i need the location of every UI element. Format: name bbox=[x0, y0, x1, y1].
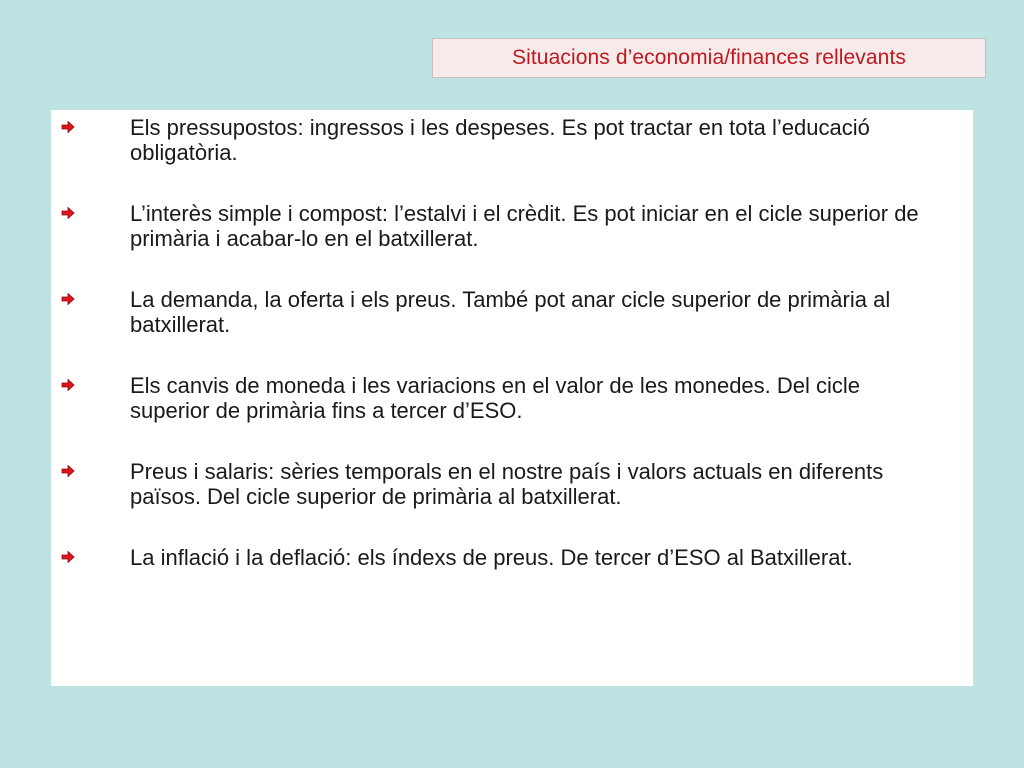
red-arrow-icon bbox=[61, 464, 75, 478]
slide-title: Situacions d’economia/finances rellevants bbox=[512, 46, 906, 69]
bullet-text: La inflació i la deflació: els índexs de preus. De tercer d’ESO al Batxillerat. bbox=[130, 545, 853, 570]
red-arrow-icon bbox=[61, 206, 75, 220]
red-arrow-icon bbox=[61, 292, 75, 306]
slide-title-box bbox=[432, 38, 986, 78]
content-panel bbox=[51, 110, 973, 686]
bullet-text: La demanda, la oferta i els preus. També pot anar cicle superior de primària al batxillerat. bbox=[130, 287, 891, 337]
bullet-text: Preus i salaris: sèries temporals en el nostre país i valors actuals en diferents països. Del cicle superior de primària al batxillerat. bbox=[130, 459, 884, 509]
red-arrow-icon bbox=[61, 550, 75, 564]
bullet-text: Els pressupostos: ingressos i les despeses. Es pot tractar en tota l’educació obligatòria. bbox=[130, 115, 870, 165]
bullet-text: L’interès simple i compost: l’estalvi i el crèdit. Es pot iniciar en el cicle superior de primària i acabar-lo en el batxillerat. bbox=[130, 201, 919, 251]
red-arrow-icon bbox=[61, 120, 75, 134]
bullet-text: Els canvis de moneda i les variacions en el valor de les monedes. Del cicle superior de primària fins a tercer d’ESO. bbox=[130, 373, 861, 423]
red-arrow-icon bbox=[61, 378, 75, 392]
